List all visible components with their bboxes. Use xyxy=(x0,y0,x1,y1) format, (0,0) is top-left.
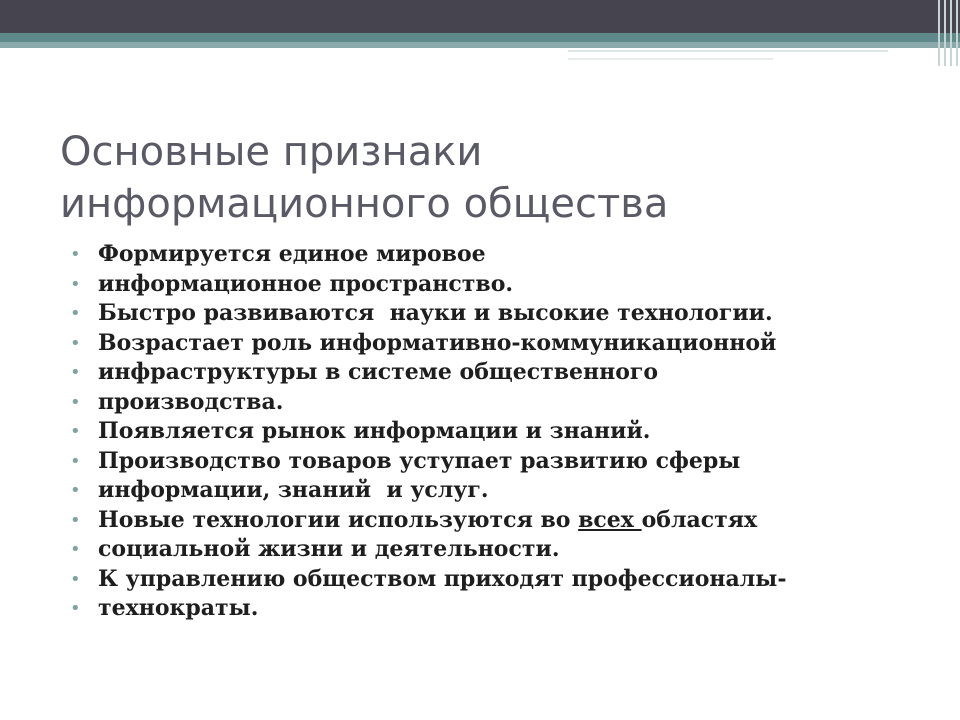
bullet-text: производства. xyxy=(98,388,284,415)
bullet-text: технократы. xyxy=(98,595,259,621)
bullet-text: Формируется единое мировое xyxy=(98,241,486,267)
bullet-text: социальной жизни и деятельности. xyxy=(98,536,560,562)
header-accent-line xyxy=(568,58,773,60)
bullet-icon: • xyxy=(70,539,81,560)
bullet-icon: • xyxy=(70,568,81,590)
bullet-text-part: Новые технологии используются во xyxy=(98,506,579,533)
bullet-icon: • xyxy=(70,244,81,265)
header-band-light xyxy=(0,42,960,48)
bullet-item xyxy=(70,476,930,506)
bullet-list xyxy=(70,240,930,624)
bullet-item xyxy=(70,270,930,300)
bullet-icon: • xyxy=(70,303,81,324)
bullet-icon: • xyxy=(70,391,81,413)
bullet-item xyxy=(70,329,930,359)
bullet-item xyxy=(70,358,930,388)
slide-title-line: информационного общества xyxy=(60,181,669,227)
bullet-item xyxy=(70,447,930,477)
bullet-icon: • xyxy=(70,421,81,442)
bullet-item xyxy=(70,506,930,536)
slide-title xyxy=(60,126,920,230)
header-band-teal xyxy=(0,33,960,42)
header-stripes xyxy=(936,0,960,66)
bullet-icon: • xyxy=(70,480,81,501)
bullet-text: Возрастает роль информативно-коммуникационной xyxy=(98,329,777,356)
bullet-icon: • xyxy=(70,598,81,619)
bullet-item xyxy=(70,417,930,447)
bullet-text: Появляется рынок информации и знаний. xyxy=(98,418,651,444)
bullet-icon: • xyxy=(70,450,81,472)
slide-title-line: Основные признаки xyxy=(60,129,483,175)
bullet-item xyxy=(70,299,930,329)
bullet-text: Производство товаров уступает развитию сферы xyxy=(98,447,741,474)
bullet-item xyxy=(70,594,930,624)
bullet-text-underlined: всех xyxy=(578,506,642,533)
bullet-item xyxy=(70,240,930,270)
bullet-icon: • xyxy=(70,362,81,383)
bullet-item xyxy=(70,535,930,565)
bullet-text: Быстро развиваются науки и высокие технологии. xyxy=(98,300,773,326)
bullet-item xyxy=(70,388,930,418)
bullet-text-part: областях xyxy=(641,506,758,533)
bullet-icon: • xyxy=(70,509,81,531)
bullet-item xyxy=(70,565,930,595)
bullet-text: инфраструктуры в системе общественного xyxy=(98,359,659,385)
bullet-text: информационное пространство. xyxy=(98,270,514,297)
bullet-text: К управлению обществом приходят профессионалы- xyxy=(98,565,787,592)
bullet-text: информации, знаний и услуг. xyxy=(98,477,489,503)
header-accent-line xyxy=(568,50,888,52)
bullet-icon: • xyxy=(70,332,81,354)
header-band-dark xyxy=(0,0,960,33)
bullet-icon: • xyxy=(70,273,81,295)
